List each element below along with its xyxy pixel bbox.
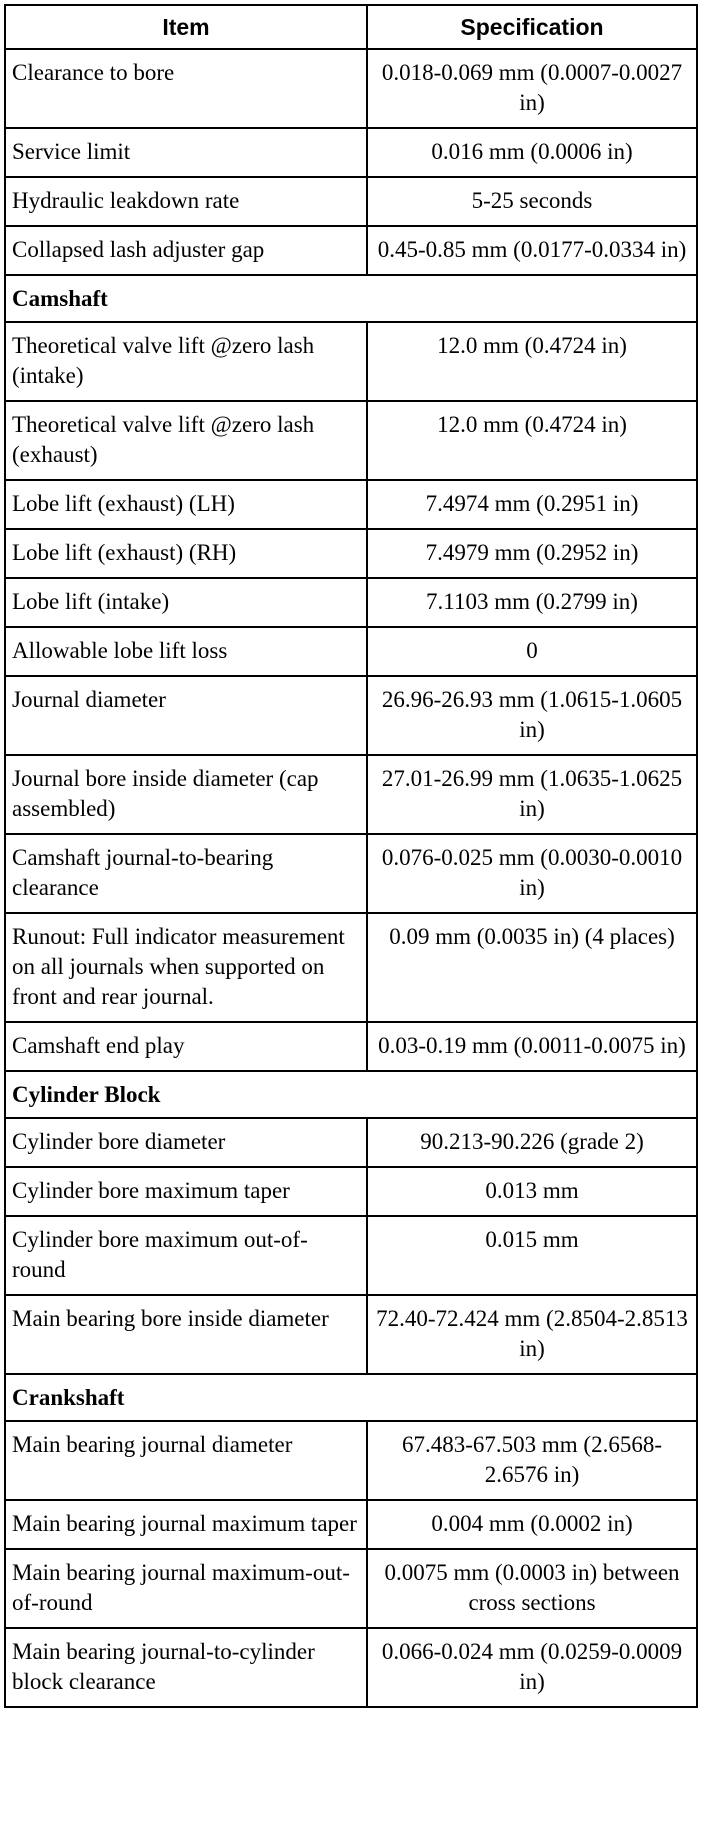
section-row <box>5 1071 697 1118</box>
table-row <box>5 1500 697 1549</box>
table-row <box>5 177 697 226</box>
table-row <box>5 913 697 1022</box>
item-cell: Cylinder bore maximum out-of-round <box>5 1216 367 1295</box>
item-cell: Theoretical valve lift @zero lash (intake) <box>5 322 367 401</box>
specification-cell: 7.4979 mm (0.2952 in) <box>367 529 697 578</box>
specification-cell: 67.483-67.503 mm (2.6568-2.6576 in) <box>367 1421 697 1500</box>
item-cell: Journal diameter <box>5 676 367 755</box>
specification-cell: 0.03-0.19 mm (0.0011-0.0075 in) <box>367 1022 697 1071</box>
specification-cell: 12.0 mm (0.4724 in) <box>367 322 697 401</box>
table-row <box>5 627 697 676</box>
item-cell: Journal bore inside diameter (cap assembled) <box>5 755 367 834</box>
item-cell: Main bearing journal maximum taper <box>5 1500 367 1549</box>
table-row <box>5 226 697 275</box>
item-cell: Cylinder bore maximum taper <box>5 1167 367 1216</box>
section-heading: Cylinder Block <box>5 1071 697 1118</box>
specification-cell: 0.016 mm (0.0006 in) <box>367 128 697 177</box>
specification-cell: 7.1103 mm (0.2799 in) <box>367 578 697 627</box>
header-row <box>5 5 697 49</box>
specification-cell: 5-25 seconds <box>367 177 697 226</box>
specification-cell: 0.09 mm (0.0035 in) (4 places) <box>367 913 697 1022</box>
item-cell: Service limit <box>5 128 367 177</box>
specification-cell: 26.96-26.93 mm (1.0615-1.0605 in) <box>367 676 697 755</box>
specification-cell: 72.40-72.424 mm (2.8504-2.8513 in) <box>367 1295 697 1374</box>
table-row <box>5 834 697 913</box>
table-row <box>5 1167 697 1216</box>
column-header-item: Item <box>5 5 367 49</box>
table-row <box>5 1118 697 1167</box>
item-cell: Allowable lobe lift loss <box>5 627 367 676</box>
table-row <box>5 1421 697 1500</box>
table-row <box>5 322 697 401</box>
specification-cell: 0.013 mm <box>367 1167 697 1216</box>
section-row <box>5 275 697 322</box>
table-row <box>5 676 697 755</box>
table-row <box>5 755 697 834</box>
table-body <box>5 49 697 1707</box>
specification-table <box>4 4 698 1708</box>
specification-cell: 7.4974 mm (0.2951 in) <box>367 480 697 529</box>
specification-cell: 0.018-0.069 mm (0.0007-0.0027 in) <box>367 49 697 128</box>
item-cell: Camshaft end play <box>5 1022 367 1071</box>
item-cell: Runout: Full indicator measurement on all journals when supported on front and rear journal. <box>5 913 367 1022</box>
specification-cell: 27.01-26.99 mm (1.0635-1.0625 in) <box>367 755 697 834</box>
item-cell: Hydraulic leakdown rate <box>5 177 367 226</box>
item-cell: Main bearing journal diameter <box>5 1421 367 1500</box>
specification-cell: 0.004 mm (0.0002 in) <box>367 1500 697 1549</box>
specification-cell: 0.066-0.024 mm (0.0259-0.0009 in) <box>367 1628 697 1707</box>
table-row <box>5 1295 697 1374</box>
item-cell: Main bearing journal maximum-out-of-round <box>5 1549 367 1628</box>
table-row <box>5 578 697 627</box>
specification-cell: 0.0075 mm (0.0003 in) between cross sections <box>367 1549 697 1628</box>
table-row <box>5 128 697 177</box>
table-row <box>5 1216 697 1295</box>
section-heading: Crankshaft <box>5 1374 697 1421</box>
specification-cell: 0.076-0.025 mm (0.0030-0.0010 in) <box>367 834 697 913</box>
item-cell: Clearance to bore <box>5 49 367 128</box>
table-row <box>5 1022 697 1071</box>
item-cell: Lobe lift (exhaust) (RH) <box>5 529 367 578</box>
table-row <box>5 401 697 480</box>
specification-cell: 90.213-90.226 (grade 2) <box>367 1118 697 1167</box>
table-row <box>5 480 697 529</box>
table-row <box>5 1628 697 1707</box>
column-header-specification: Specification <box>367 5 697 49</box>
table-row <box>5 529 697 578</box>
specification-cell: 0.015 mm <box>367 1216 697 1295</box>
item-cell: Lobe lift (intake) <box>5 578 367 627</box>
item-cell: Main bearing journal-to-cylinder block clearance <box>5 1628 367 1707</box>
item-cell: Cylinder bore diameter <box>5 1118 367 1167</box>
item-cell: Lobe lift (exhaust) (LH) <box>5 480 367 529</box>
item-cell: Camshaft journal-to-bearing clearance <box>5 834 367 913</box>
item-cell: Collapsed lash adjuster gap <box>5 226 367 275</box>
specification-cell: 0.45-0.85 mm (0.0177-0.0334 in) <box>367 226 697 275</box>
table-header <box>5 5 697 49</box>
section-row <box>5 1374 697 1421</box>
item-cell: Theoretical valve lift @zero lash (exhaust) <box>5 401 367 480</box>
specification-cell: 0 <box>367 627 697 676</box>
specification-cell: 12.0 mm (0.4724 in) <box>367 401 697 480</box>
table-row <box>5 49 697 128</box>
item-cell: Main bearing bore inside diameter <box>5 1295 367 1374</box>
table-row <box>5 1549 697 1628</box>
section-heading: Camshaft <box>5 275 697 322</box>
